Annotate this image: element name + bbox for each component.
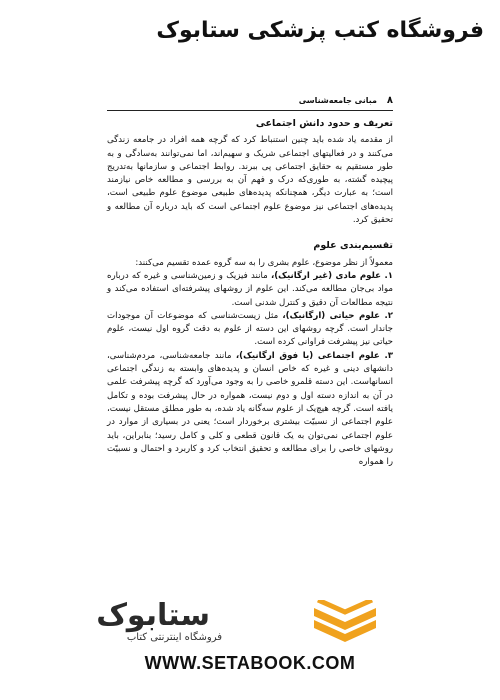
logo-name: ستابوک bbox=[96, 598, 210, 633]
list-item bbox=[107, 270, 393, 310]
list-item bbox=[107, 310, 393, 350]
setabook-logo bbox=[90, 598, 400, 648]
logo-subtitle: فروشگاه اینترنتی کتاب bbox=[126, 632, 222, 643]
item-label: ۱. علوم مادی (غیر ارگانیک)، bbox=[270, 270, 393, 281]
store-title: فروشگاه کتب پزشکی ستابوک bbox=[156, 18, 484, 43]
item-text: مانند فیزیک و زمین‌شناسی و غیره که درباره مواد بی‌جان مطالعه می‌کند. این علوم از روشهای پیشرفته‌ای استفاده می‌کند و نتیجه مطالعات آن دقیق و کنترل شدنی است. bbox=[107, 270, 393, 308]
item-text: مثل زیست‌شناسی که موضوعات آن موجودات جاندار است. گرچه روشهای این دسته از علوم به دقت گروه اول نیست، علوم حیاتی نیز پیشرفت فراوانی کرده است. bbox=[107, 310, 393, 348]
section-heading-definition: تعریف و حدود دانش اجتماعی bbox=[255, 118, 393, 129]
header-rule bbox=[107, 110, 393, 111]
page-number: ۸ bbox=[386, 95, 393, 106]
definition-paragraph: از مقدمه یاد شده باید چنین استنباط کرد که گرچه همه افراد در جامعه زندگی می‌کنند و در فعالیتهای اجتماعی شریک و سهیم‌اند، اما نمی‌توانند به‌سادگی و به طور مستقیم به حقایق اجتماعی پی ببرند. روابط اجتماعی و سازمانها به‌تدریج پیچیده گشته، به طوری‌که درک و فهم آن به بررسی و مطالعه خاص نیازمند است؛ به عبارت دیگر، همچنانکه پدیده‌های طبیعی موضوع علوم طبیعی است، پدیده‌های اجتماعی نیز موضوع علوم اجتماعی است که باید درباره آن مطالعه و تحقیق کرد. bbox=[107, 135, 393, 226]
book-title: مبانی جامعه‌شناسی bbox=[298, 96, 377, 105]
item-text: مانند جامعه‌شناسی، مردم‌شناسی، دانشهای دینی و غیره که خاص انسان و پدیده‌های وابسته به زندگی اجتماعی انسانهاست. این دسته قلمرو خاصی را به وجود می‌آورد که گرچه پیشرفت علمی در آن به اندازه دسته اول و دوم نیست، همواره در حال پیشرفت بوده و تکامل یافته است. گرچه هیچ‌یک از علوم سه‌گانه یاد شده، به طور مطلق مستقل نیست، علوم اجتماعی از نسبیّت بیشتری برخوردار است؛ یعنی در بسیاری از موارد در علوم اجتماعی نمی‌توان به یک قانون قطعی و کلی و کامل رسید؛ بنابراین، باید روشهای خاصی را برای مطالعه و تحقیق انتخاب کرد و کاربرد و احتمال و نسبیّت را همواره bbox=[107, 350, 393, 468]
list-item bbox=[107, 350, 393, 470]
classification-intro: معمولاً از نظر موضوع، علوم بشری را به سه گروه عمده تقسیم می‌کنند: bbox=[135, 257, 393, 268]
section-heading-classification: تقسیم‌بندی علوم bbox=[313, 240, 393, 252]
running-head bbox=[107, 95, 393, 109]
item-label: ۲. علوم حیاتی (ارگانیک)، bbox=[282, 310, 393, 321]
item-label: ۳. علوم اجتماعی (یا فوق ارگانیک)، bbox=[235, 350, 393, 361]
page-body bbox=[107, 117, 393, 469]
website-url[interactable]: WWW.SETABOOK.COM bbox=[144, 653, 356, 673]
open-book-icon bbox=[312, 600, 378, 642]
